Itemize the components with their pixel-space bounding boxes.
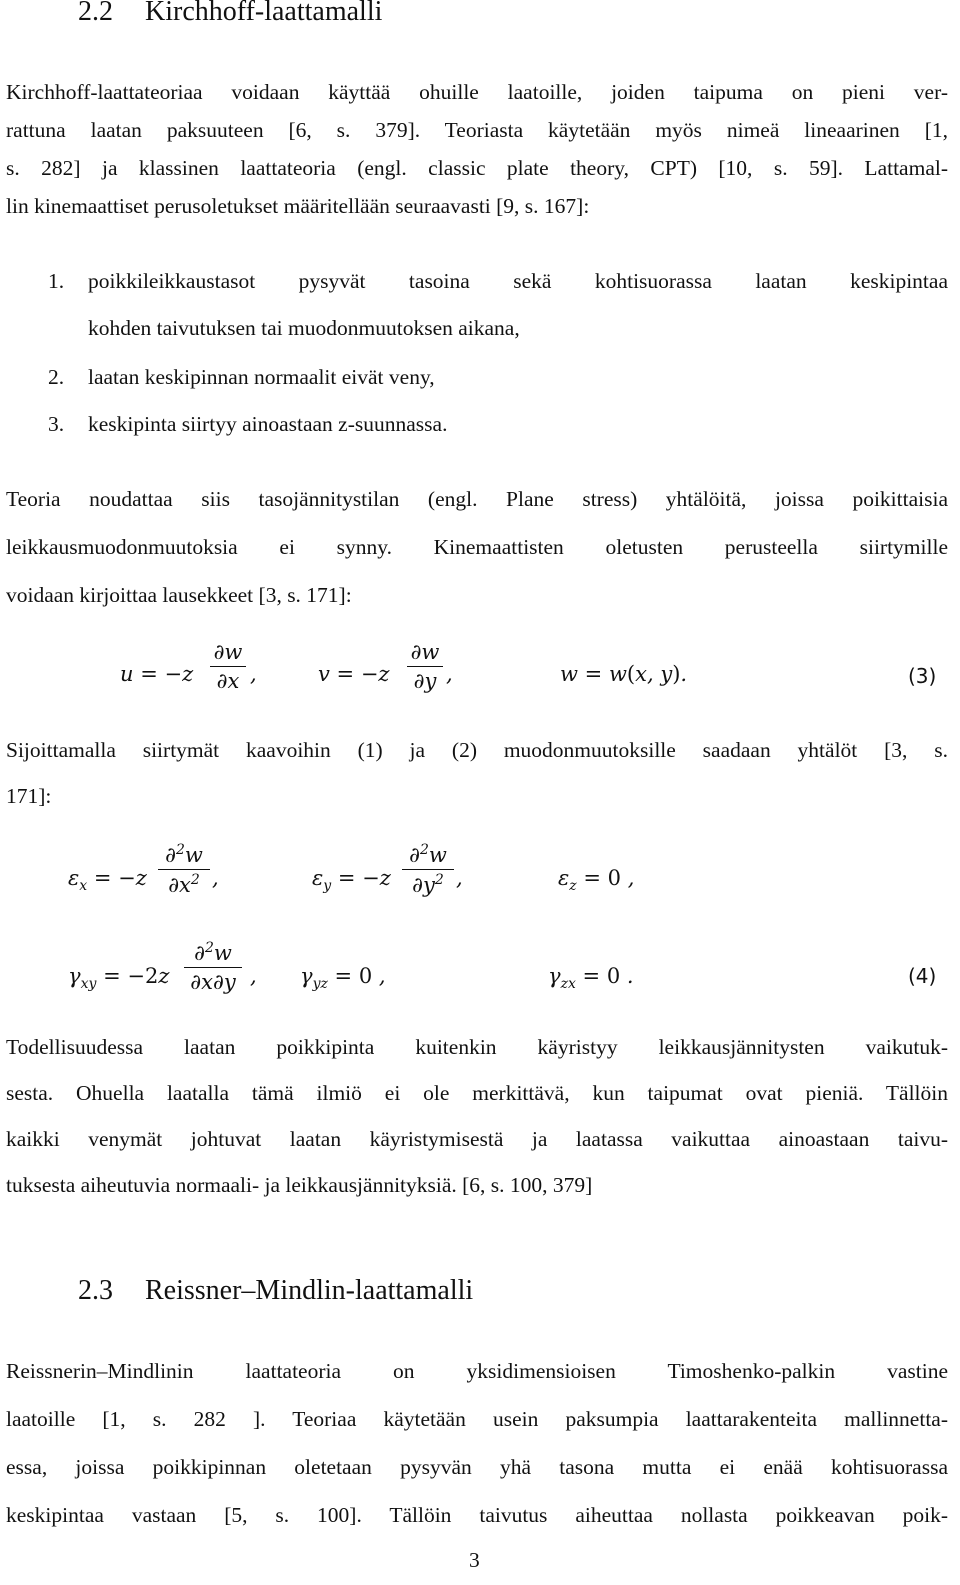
text-line: Kirchhoff-laattateoriaa voidaan käyttää ohuille laatoille, joiden taipuma on pieni ver- [6, 80, 948, 104]
list-text: laatan keskipinnan normaalit eivät veny, [88, 365, 435, 389]
equation-term-gamma-yz: $\gamma_{yz} = 0$ , [300, 964, 386, 993]
equation-term-u: u = −z [120, 662, 194, 686]
list-number: 3. [48, 412, 65, 436]
fraction-d2w-dxdy: ∂$^2$w ∂x∂y [184, 940, 242, 994]
equation-term-v: v = −z [318, 662, 390, 686]
equation-term-gamma-xy: $\gamma_{xy} = -2z$ [68, 964, 170, 993]
list-text: poikkileikkaustasot pysyvät tasoina sekä kohtisuorassa laatan keskipintaa [88, 269, 948, 293]
comma: , [446, 662, 453, 686]
text-line: Reissnerin–Mindlinin laattateoria on yksidimensioisen Timoshenko-palkin vastine [6, 1359, 948, 1383]
fraction-d2w-dx2: ∂$^2$w $\partial x^2$ [158, 842, 210, 897]
list-number: 2. [48, 365, 65, 389]
text-line: Sijoittamalla siirtymät kaavoihin (1) ja (2) muodonmuutoksille saadaan yhtälöt [3, s. [6, 738, 948, 762]
fraction-dw-dy: ∂w ∂y [407, 640, 443, 693]
list-text: kohden taivutuksen tai muodonmuutoksen aikana, [88, 316, 520, 340]
text-line: sesta. Ohuella laatalla tämä ilmiö ei ole merkittävä, kun taipumat ovat pieniä. Tällöin [6, 1081, 948, 1105]
equation-term-epsilon-z: $\varepsilon_z = 0$ , [558, 866, 635, 895]
page-number: 3 [469, 1548, 480, 1572]
section-heading-2-2 [78, 0, 382, 28]
section-number: 2.3 [78, 1275, 113, 1306]
text-line: kaikki venymät johtuvat laatan käyristymisestä ja laatassa vaikuttaa ainoastaan taivu- [6, 1127, 948, 1151]
text-line: leikkausmuodonmuutoksia ei synny. Kinemaattisten oletusten perusteella siirtymille [6, 535, 948, 559]
section-number: 2.2 [78, 0, 113, 27]
section-title: Kirchhoff-laattamalli [145, 0, 383, 27]
text-line: lin kinemaattiset perusoletukset määritellään seuraavasti [9, s. 167]: [6, 194, 590, 218]
text-line: s. 282] ja klassinen laattateoria (engl. classic plate theory, CPT) [10, s. 59]. Lattamal- [6, 156, 948, 180]
fraction-d2w-dy2: ∂$^2$w $\partial y^2$ [402, 842, 454, 897]
comma: , [212, 866, 219, 890]
equation-term-w: w = w(x, y). [560, 662, 688, 686]
text-line: Todellisuudessa laatan poikkipinta kuitenkin käyristyy leikkausjännitysten vaikutuk- [6, 1035, 948, 1059]
text-line: essa, joissa poikkipinnan oletetaan pysyvän yhä tasona mutta ei enää kohtisuorassa [6, 1455, 948, 1479]
text-line: keskipintaa vastaan [5, s. 100]. Tällöin taivutus aiheuttaa nollasta poikkeavan poik- [6, 1503, 948, 1527]
comma: , [456, 866, 463, 890]
equation-term-gamma-zx: $\gamma_{zx} = 0$ . [548, 964, 634, 993]
text-line: laatoille [1, s. 282 ]. Teoriaa käytetään usein paksumpia laattarakenteita mallinnetta- [6, 1407, 948, 1431]
equation-term-epsilon-x: $\varepsilon_x = -z$ [68, 866, 147, 895]
text-line: tuksesta aiheutuvia normaali- ja leikkausjännityksiä. [6, s. 100, 379] [6, 1173, 593, 1197]
comma: , [250, 964, 257, 988]
text-line: rattuna laatan paksuuteen [6, s. 379]. Teoriasta käytetään myös nimeä lineaarinen [1, [6, 118, 948, 142]
equation-number: (4) [908, 964, 937, 988]
text-line: Teoria noudattaa siis tasojännitystilan (engl. Plane stress) yhtälöitä, joissa poikittaisia [6, 487, 948, 511]
section-heading-2-3 [78, 1275, 473, 1307]
equation-term-epsilon-y: $\varepsilon_y = -z$ [312, 866, 391, 895]
comma: , [250, 662, 257, 686]
text-line: 171]: [6, 784, 52, 808]
equation-number: (3) [908, 664, 937, 688]
list-text: keskipinta siirtyy ainoastaan z-suunnassa. [88, 412, 448, 436]
list-number: 1. [48, 269, 65, 293]
fraction-dw-dx: ∂w ∂x [210, 640, 246, 693]
section-title: Reissner–Mindlin-laattamalli [145, 1275, 474, 1306]
text-line: voidaan kirjoittaa lausekkeet [3, s. 171]: [6, 583, 352, 607]
